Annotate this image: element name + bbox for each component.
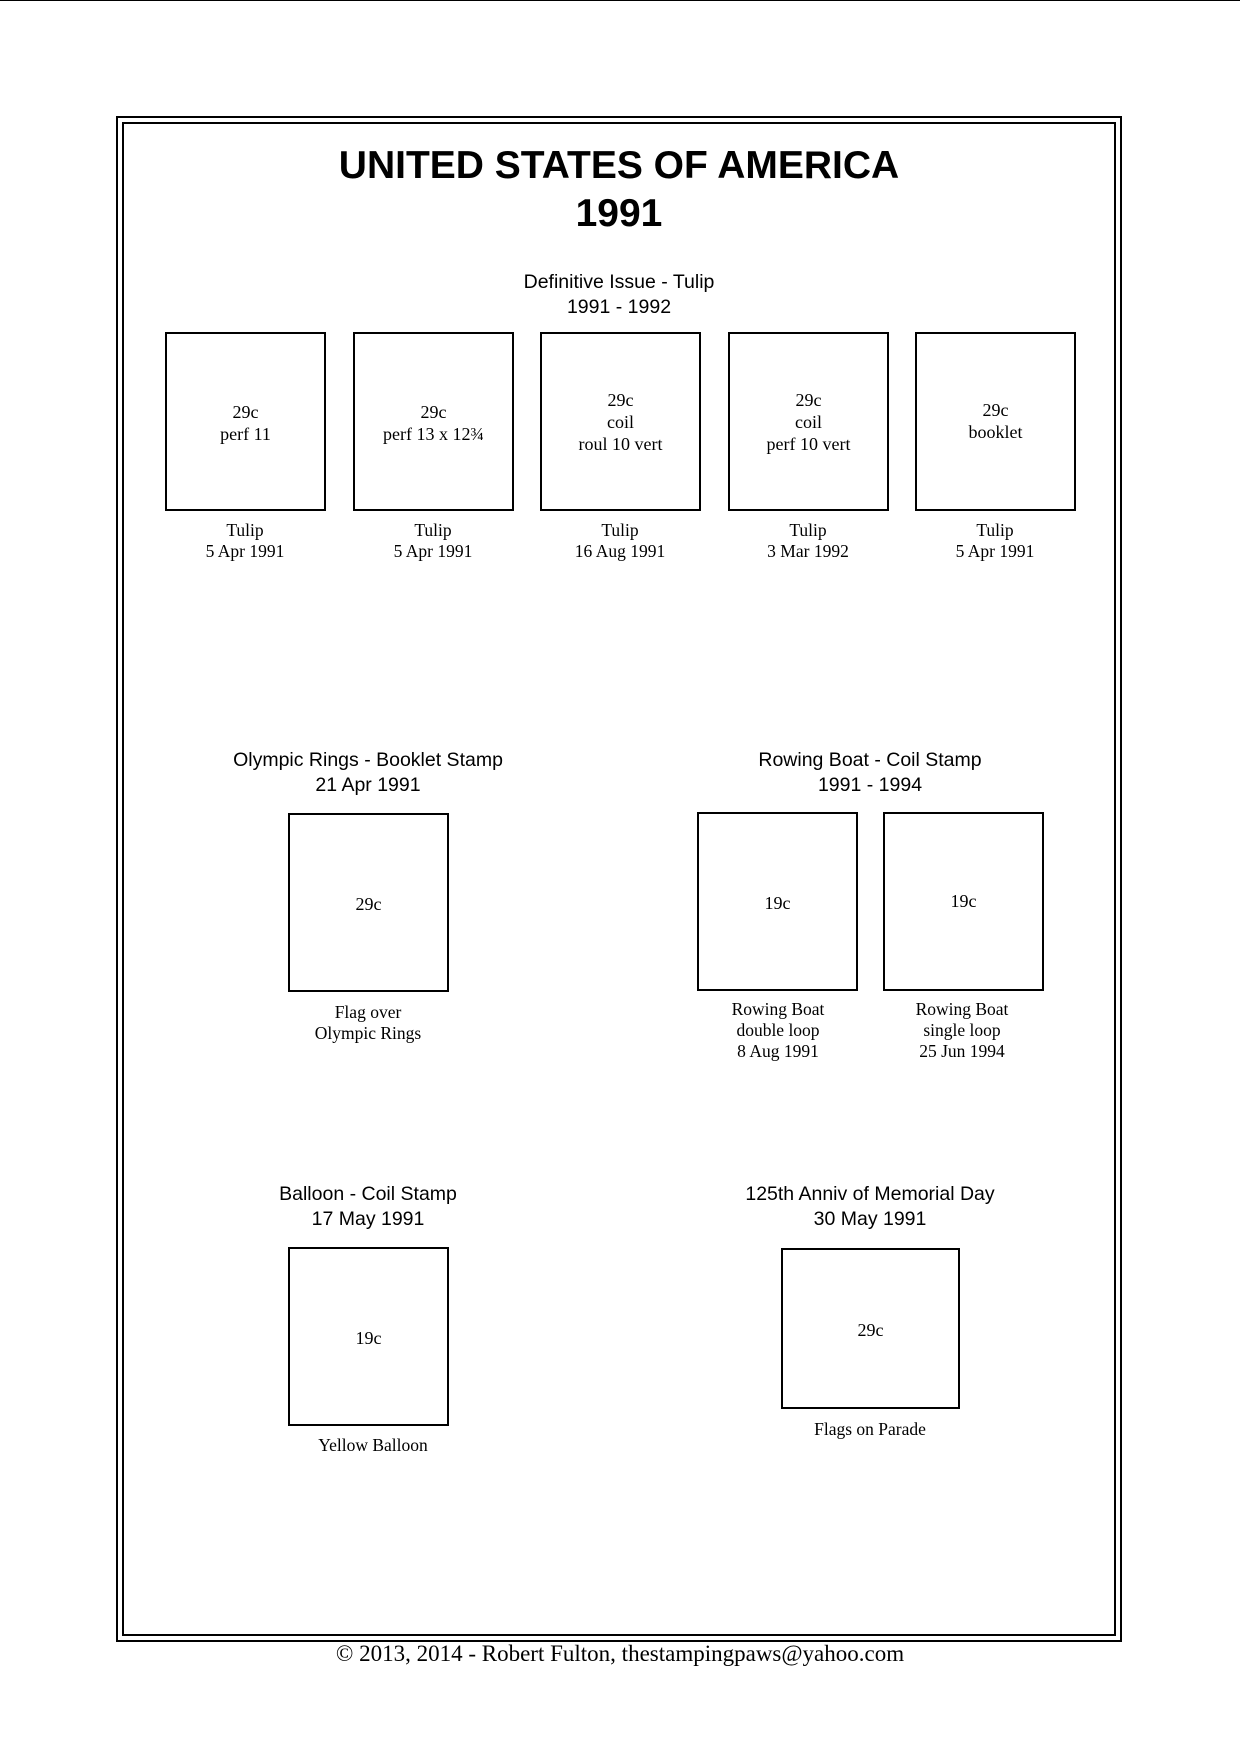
stamp-denomination: 29c bbox=[232, 402, 259, 422]
caption-line: Rowing Boat bbox=[731, 999, 825, 1019]
copyright-footer: © 2013, 2014 - Robert Fulton, thestampingpaws@yahoo.com bbox=[335, 1641, 905, 1666]
stamp-denomination: 29c bbox=[795, 390, 822, 410]
stamp-detail: coil bbox=[607, 412, 634, 432]
stamp-denomination: 29c bbox=[355, 894, 382, 914]
stamp-space-olympic bbox=[288, 813, 449, 992]
caption-line: Tulip bbox=[789, 520, 827, 540]
stamp-denomination: 19c bbox=[355, 1328, 382, 1348]
caption-line: Flag over bbox=[334, 1002, 402, 1022]
section-memorial-title: 125th Anniv of Memorial Day bbox=[745, 1183, 995, 1205]
section-balloon-title: Balloon - Coil Stamp bbox=[279, 1183, 457, 1205]
caption-line: 8 Aug 1991 bbox=[737, 1041, 819, 1061]
stamp-space-memorial bbox=[781, 1248, 960, 1409]
caption-line: 16 Aug 1991 bbox=[574, 541, 666, 561]
caption-line: Olympic Rings bbox=[314, 1023, 422, 1043]
section-tulip-title: Definitive Issue - Tulip bbox=[523, 271, 715, 293]
stamp-caption-olympic bbox=[248, 1002, 488, 1044]
caption-line: Tulip bbox=[601, 520, 639, 540]
caption-line: 5 Apr 1991 bbox=[393, 541, 473, 561]
stamp-denomination: 19c bbox=[950, 891, 977, 911]
stamp-detail: perf 11 bbox=[220, 424, 271, 444]
stamp-caption-rowing-2 bbox=[842, 999, 1082, 1062]
stamp-detail: perf 13 x 12¾ bbox=[383, 424, 484, 444]
section-balloon-dates: 17 May 1991 bbox=[311, 1208, 425, 1230]
stamp-space-balloon bbox=[288, 1247, 449, 1426]
section-olympic-dates: 21 Apr 1991 bbox=[315, 774, 421, 796]
section-rowing-title: Rowing Boat - Coil Stamp bbox=[758, 749, 982, 771]
caption-line: Rowing Boat bbox=[915, 999, 1009, 1019]
caption-line: Tulip bbox=[226, 520, 264, 540]
stamp-denomination: 29c bbox=[607, 390, 634, 410]
stamp-space-tulip-2 bbox=[353, 332, 514, 511]
stamp-denomination: 29c bbox=[982, 400, 1009, 420]
caption-line: 5 Apr 1991 bbox=[205, 541, 285, 561]
page-title: UNITED STATES OF AMERICA bbox=[338, 144, 900, 187]
stamp-space-tulip-4 bbox=[728, 332, 889, 511]
stamp-detail: perf 10 vert bbox=[766, 434, 851, 454]
caption-line: 3 Mar 1992 bbox=[767, 541, 849, 561]
stamp-detail: booklet bbox=[968, 422, 1023, 442]
stamp-denomination: 29c bbox=[857, 1320, 884, 1340]
stamp-space-tulip-3 bbox=[540, 332, 701, 511]
stamp-caption-balloon bbox=[253, 1435, 493, 1456]
caption-line: double loop bbox=[736, 1020, 820, 1040]
caption-line: single loop bbox=[923, 1020, 1001, 1040]
stamp-space-rowing-1 bbox=[697, 812, 858, 991]
section-olympic-title: Olympic Rings - Booklet Stamp bbox=[233, 749, 503, 771]
caption-line: Tulip bbox=[414, 520, 452, 540]
section-tulip-dates: 1991 - 1992 bbox=[566, 296, 672, 318]
stamp-detail: coil bbox=[795, 412, 822, 432]
section-rowing-dates: 1991 - 1994 bbox=[817, 774, 923, 796]
stamp-space-tulip-1 bbox=[165, 332, 326, 511]
stamp-space-rowing-2 bbox=[883, 812, 1044, 991]
stamp-caption-memorial bbox=[750, 1419, 990, 1440]
stamp-space-tulip-5 bbox=[915, 332, 1076, 511]
stamp-detail: roul 10 vert bbox=[578, 434, 663, 454]
caption-line: Yellow Balloon bbox=[318, 1435, 428, 1455]
page-year: 1991 bbox=[575, 192, 663, 235]
caption-line: 5 Apr 1991 bbox=[955, 541, 1035, 561]
page-top-rule bbox=[0, 0, 1240, 1]
caption-line: Tulip bbox=[976, 520, 1014, 540]
caption-line: 25 Jun 1994 bbox=[919, 1041, 1005, 1061]
stamp-denomination: 19c bbox=[764, 893, 791, 913]
section-memorial-dates: 30 May 1991 bbox=[813, 1208, 927, 1230]
stamp-caption-tulip-5 bbox=[875, 520, 1115, 562]
caption-line: Flags on Parade bbox=[814, 1419, 926, 1439]
stamp-denomination: 29c bbox=[420, 402, 447, 422]
